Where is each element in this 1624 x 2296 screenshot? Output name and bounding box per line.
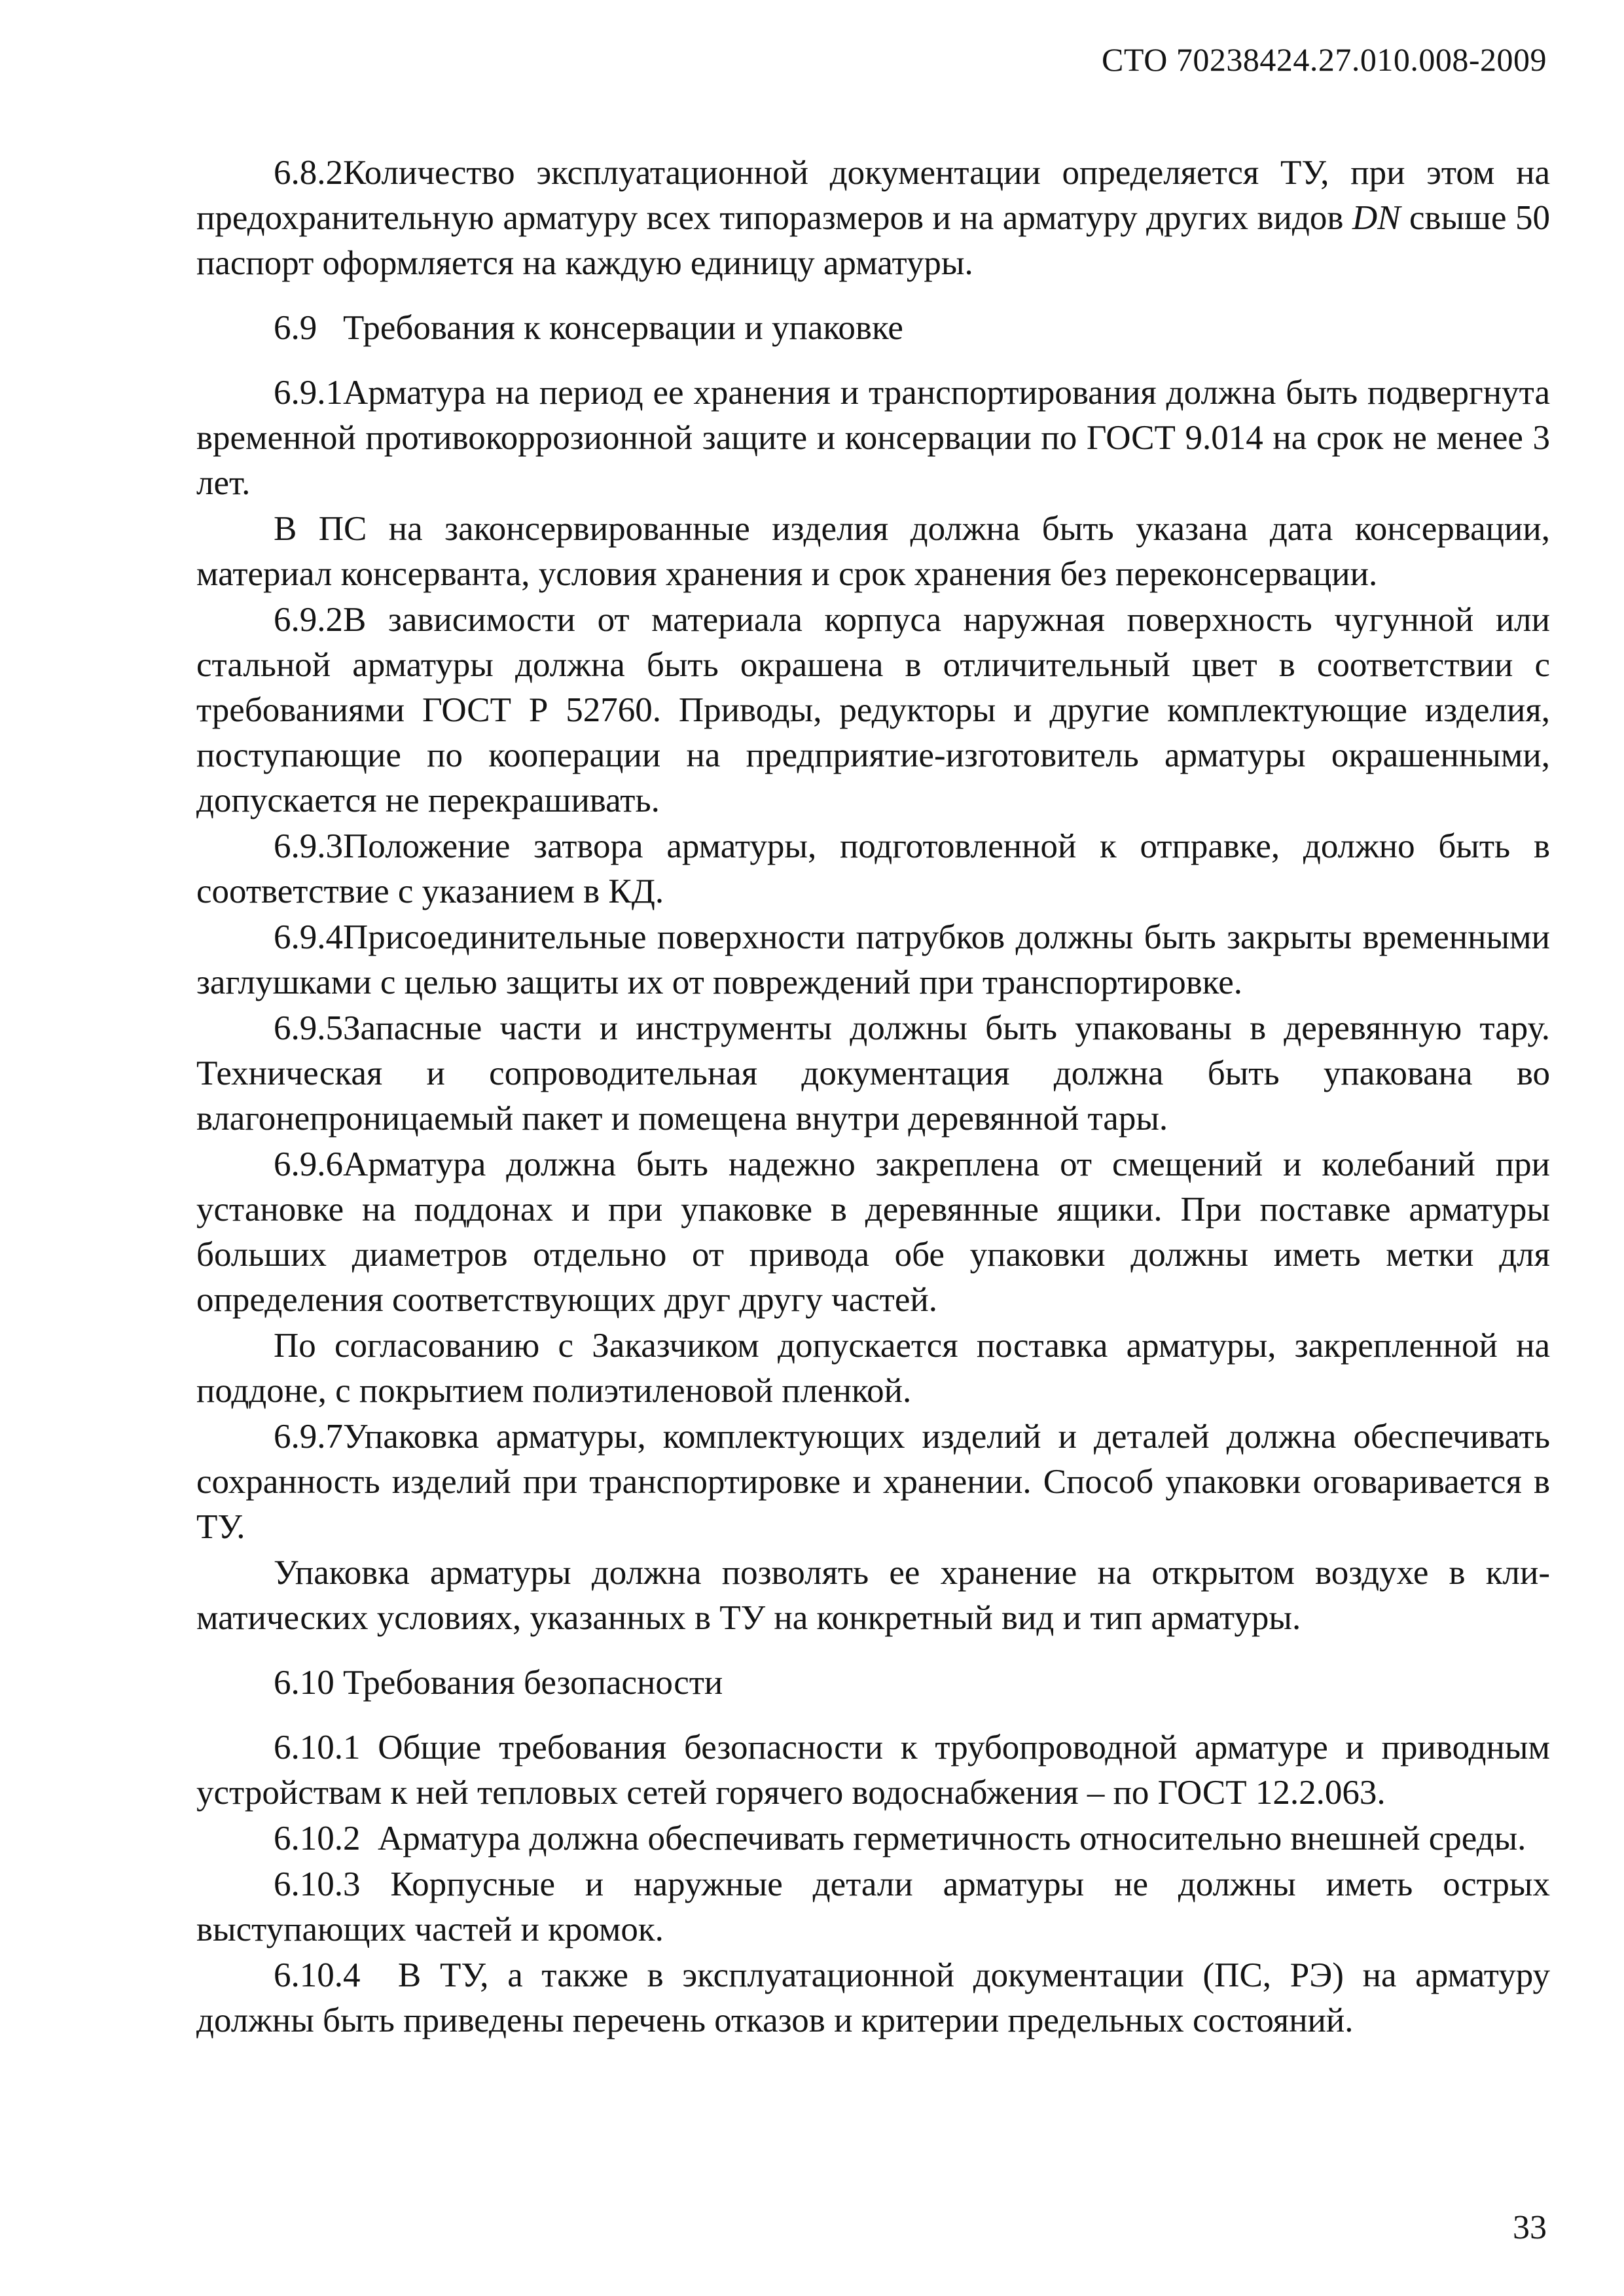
clause-number: 6.9.6 xyxy=(274,1145,343,1183)
paragraph-6-10-1 xyxy=(196,1725,1550,1816)
paragraph-6-10-3 xyxy=(196,1862,1550,1952)
paragraph-6-9-6 xyxy=(196,1142,1550,1323)
paragraph-text: Положение затвора арматуры, подготовленной к отправке, должно быть в соответствие с указанием в КД. xyxy=(196,827,1550,910)
paragraph-outdoor-storage xyxy=(196,1551,1550,1641)
clause-number: 6.9.2 xyxy=(274,601,343,639)
paragraph-ps-conservation xyxy=(196,507,1550,597)
clause-number: 6.10.4 xyxy=(274,1956,361,1994)
paragraph-6-9-4 xyxy=(196,915,1550,1005)
paragraph-text: Арматура должна обеспечивать герметичность относительно внешней среды. xyxy=(378,1820,1526,1857)
paragraph-text: Арматура должна быть надежно закреплена от смещений и колебаний при установке на поддонах и при упаковке в деревянные ящики. При поставке арматуры больших диаметров отдельно от привода обе упаковки должны иметь метки для определения соответствующих друг другу частей. xyxy=(196,1145,1550,1319)
document-body xyxy=(196,151,1550,2044)
paragraph-text: В ПС на законсервированные изделия должна быть указана дата консервации, материал консерванта, условия хранения и срок хранения без переконсервации. xyxy=(196,510,1550,593)
document-code-header: СТО 70238424.27.010.008-2009 xyxy=(1102,41,1547,78)
paragraph-6-9-1 xyxy=(196,370,1550,506)
clause-number: 6.9.4 xyxy=(274,918,343,956)
paragraph-text: Присоединительные поверхности патрубков должны быть закрыты временными заглушками с целью защиты их от повреждений при транспортировке. xyxy=(196,918,1550,1001)
section-title: Требования безопасности xyxy=(343,1664,723,1702)
section-heading-6-10 xyxy=(196,1660,1550,1706)
paragraph-6-10-4 xyxy=(196,1953,1550,2043)
section-number: 6.10 xyxy=(274,1664,334,1702)
clause-number: 6.10.1 xyxy=(274,1729,361,1767)
paragraph-6-9-5 xyxy=(196,1006,1550,1141)
clause-number: 6.10.2 xyxy=(274,1820,361,1857)
paragraph-customer-agreement xyxy=(196,1323,1550,1414)
page-number: 33 xyxy=(1513,2209,1547,2246)
section-heading-6-9 xyxy=(196,306,1550,351)
paragraph-6-9-7 xyxy=(196,1414,1550,1550)
paragraph-text: Упаковка арматуры, комплектующих изделий и деталей должна обеспечивать сохранность изделий при транспортировке и хранении. Способ упаковки оговаривается в ТУ. xyxy=(196,1418,1550,1546)
paragraph-text: свыше 50 паспорт оформляется на каждую единицу арматуры. xyxy=(196,199,1550,282)
clause-number: 6.9.1 xyxy=(274,374,343,412)
paragraph-6-8-2 xyxy=(196,151,1550,286)
dn-symbol: DN xyxy=(1352,199,1401,237)
paragraph-text: Корпусные и наружные детали арматуры не должны иметь острых выступающих частей и кромок. xyxy=(196,1865,1551,1948)
paragraph-text: В ТУ, а также в эксплуатационной документации (ПС, РЭ) на арматуру должны быть приведены перечень отказов и критерии предельных состояний. xyxy=(196,1956,1550,2039)
paragraph-text: В зависимости от материала корпуса наружная поверхность чугунной или стальной арматуры должна быть окрашена в отличительный цвет в соответствии с требованиями ГОСТ Р 52760. Приводы, редукторы и другие комплектующие изделия, поступающие по кооперации на предприятие-изготовитель арматуры окрашенными, допускается не перекрашивать. xyxy=(196,601,1550,819)
paragraph-text: Общие требования безопасности к трубопроводной арматуре и приводным устройствам к ней тепловых сетей горячего водоснабжения – по ГОСТ 12.2.063. xyxy=(196,1729,1550,1812)
section-title: Требования к консервации и упаковке xyxy=(343,309,903,347)
clause-number: 6.9.7 xyxy=(274,1418,343,1456)
paragraph-text: Упаковка арматуры должна позволять ее хранение на открытом воздухе в климатических условиях, указанных в ТУ на конкретный вид и тип арматуры. xyxy=(196,1554,1550,1637)
clause-number: 6.9.5 xyxy=(274,1009,343,1047)
clause-number: 6.10.3 xyxy=(274,1865,361,1903)
section-number: 6.9 xyxy=(274,309,317,347)
paragraph-text: Количество эксплуатационной документации определяется ТУ, при этом на предохранительную арматуру всех типоразмеров и на арматуру других видов xyxy=(196,154,1550,237)
paragraph-6-10-2 xyxy=(196,1816,1550,1861)
paragraph-6-9-2 xyxy=(196,598,1550,823)
paragraph-text: По согласованию с Заказчиком допускается поставка арматуры, закрепленной на поддоне, с покрытием полиэтиленовой пленкой. xyxy=(196,1327,1550,1410)
paragraph-6-9-3 xyxy=(196,824,1550,914)
paragraph-text: Запасные части и инструменты должны быть упакованы в деревянную тару. Техническая и сопроводительная документация должна быть упакована во влагонепроницаемый пакет и помещена внутри деревянной тары. xyxy=(196,1009,1550,1138)
clause-number: 6.9.3 xyxy=(274,827,343,865)
clause-number: 6.8.2 xyxy=(274,154,343,192)
paragraph-text: Арматура на период ее хранения и транспортирования должна быть подвергнута временной противокоррозионной защите и консервации по ГОСТ 9.014 на срок не менее 3 лет. xyxy=(196,374,1550,502)
